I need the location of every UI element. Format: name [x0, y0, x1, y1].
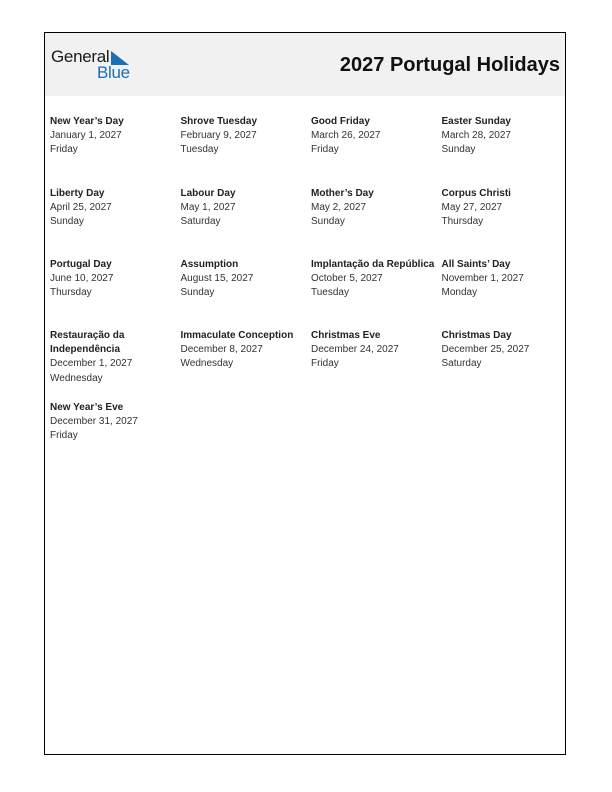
holiday-date: March 26, 2027 [311, 130, 381, 142]
holiday-date: May 2, 2027 [311, 202, 367, 214]
logo-general-text: General [51, 47, 110, 66]
holiday-date: November 1, 2027 [441, 273, 524, 285]
holiday-weekday: Monday [441, 287, 478, 299]
holiday-name: Assumption [180, 259, 239, 270]
holiday-entry [50, 187, 176, 230]
logo-blue-text: Blue [97, 63, 130, 82]
holiday-name: Portugal Day [50, 259, 112, 270]
holiday-entry [442, 187, 568, 230]
holiday-name: New Year’s Eve [50, 402, 124, 413]
holiday-weekday: Wednesday [50, 372, 103, 384]
holiday-weekday: Friday [311, 144, 339, 156]
holiday-name: Christmas Day [441, 330, 512, 341]
holiday-entry [50, 258, 176, 301]
holiday-weekday: Wednesday [180, 358, 234, 370]
holiday-weekday: Sunday [50, 216, 84, 228]
header-band [45, 33, 565, 96]
holiday-entry [181, 258, 307, 301]
holiday-entry [311, 115, 437, 158]
holiday-name: Labour Day [180, 188, 236, 199]
holiday-weekday: Sunday [180, 287, 215, 299]
holiday-name: Easter Sunday [441, 116, 511, 127]
holiday-weekday: Sunday [311, 216, 345, 228]
holiday-name: Implantação da República [311, 259, 435, 270]
holiday-date: October 5, 2027 [311, 273, 383, 285]
holiday-name: Good Friday [311, 116, 370, 127]
holiday-date: April 25, 2027 [50, 202, 112, 214]
holiday-weekday: Thursday [441, 216, 484, 228]
holiday-entry [181, 115, 307, 158]
holiday-date: March 28, 2027 [441, 130, 511, 142]
holiday-name: Christmas Eve [311, 330, 381, 341]
holiday-weekday: Friday [50, 144, 78, 156]
holiday-weekday: Thursday [50, 287, 92, 299]
holiday-weekday: Saturday [180, 216, 221, 228]
holiday-entry [442, 329, 568, 372]
holiday-date: January 1, 2027 [50, 130, 122, 142]
holiday-name: All Saints’ Day [441, 259, 511, 270]
page-frame [44, 32, 566, 755]
holiday-name: Shrove Tuesday [180, 116, 258, 127]
holiday-entry [181, 187, 307, 230]
holiday-name: New Year’s Day [50, 116, 124, 127]
holiday-date: February 9, 2027 [180, 130, 257, 142]
holiday-weekday: Tuesday [311, 287, 349, 299]
holiday-name: Immaculate Conception [180, 330, 294, 341]
holiday-weekday: Tuesday [180, 144, 219, 156]
holiday-date: May 1, 2027 [180, 202, 236, 214]
holiday-date: August 15, 2027 [180, 273, 254, 285]
holiday-date: May 27, 2027 [441, 202, 503, 214]
holiday-entry [442, 258, 568, 301]
holiday-date: June 10, 2027 [50, 273, 114, 285]
holiday-entry [50, 329, 176, 386]
holiday-weekday: Friday [50, 430, 78, 442]
holiday-weekday: Sunday [441, 144, 476, 156]
holiday-name: Corpus Christi [441, 188, 511, 199]
holiday-date: December 24, 2027 [311, 344, 399, 356]
brand-logo [51, 47, 141, 83]
holiday-weekday: Friday [311, 358, 339, 370]
holiday-name: Liberty Day [50, 188, 105, 199]
holiday-entry [181, 329, 309, 372]
holiday-name: Mother’s Day [311, 188, 374, 199]
holiday-entry [311, 258, 437, 301]
holiday-entry [50, 401, 176, 444]
holiday-name: Restauração da Independência [50, 330, 125, 356]
holiday-date: December 25, 2027 [441, 344, 530, 356]
holiday-date: December 31, 2027 [50, 416, 138, 428]
page-title: 2027 Portugal Holidays [339, 54, 560, 76]
holiday-date: December 8, 2027 [180, 344, 263, 356]
holiday-entry [50, 115, 176, 158]
holiday-weekday: Saturday [441, 358, 482, 370]
holiday-entry [442, 115, 568, 158]
holiday-entry [311, 187, 437, 230]
holiday-entry [311, 329, 437, 372]
holiday-date: December 1, 2027 [50, 358, 133, 370]
